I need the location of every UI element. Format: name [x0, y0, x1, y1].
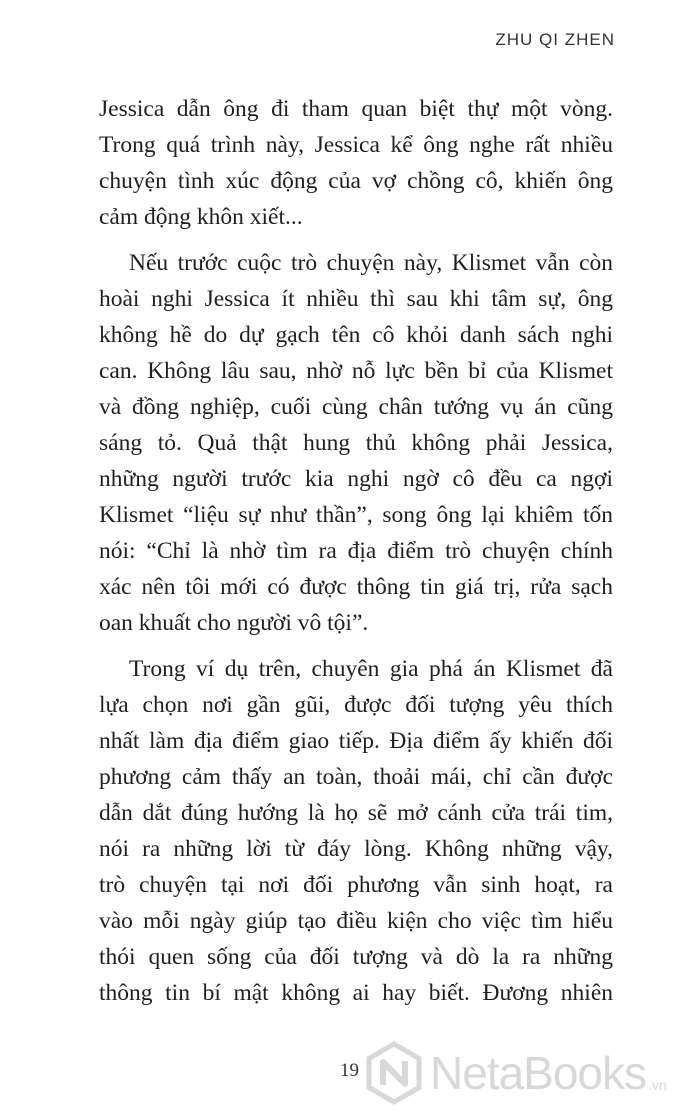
body-text — [99, 91, 613, 1021]
paragraph-3 — [99, 651, 613, 1011]
text-line: thông tin bí mật không ai hay biết. Đương nhiên — [99, 980, 613, 1006]
text-line: nhất làm địa điểm giao tiếp. Địa điểm ấy khiến đối — [99, 728, 613, 754]
text-line: thói quen sống của đối tượng và dò la ra những — [99, 944, 613, 970]
text-line: và đồng nghiệp, cuối cùng chân tướng vụ án cũng — [99, 394, 613, 420]
paragraph-2 — [99, 245, 613, 641]
running-head: ZHU QI ZHEN — [495, 30, 615, 49]
watermark-brand: NetaBooks — [430, 1047, 647, 1099]
text-line: sáng tỏ. Quả thật hung thủ không phải Jessica, — [99, 430, 613, 456]
page-number: 19 — [340, 1060, 359, 1081]
text-line: Trong quá trình này, Jessica kể ông nghe rất nhiều — [99, 132, 613, 158]
text-line: dẫn dắt đúng hướng là họ sẽ mở cánh cửa trái tim, — [99, 800, 613, 826]
text-line: vào mỗi ngày giúp tạo điều kiện cho việc tìm hiểu — [99, 908, 613, 934]
text-line: oan khuất cho người vô tội”. — [99, 610, 369, 636]
text-line: Klismet “liệu sự như thần”, song ông lại khiêm tốn — [99, 502, 613, 528]
text-line: trò chuyện tại nơi đối phương vẫn sinh hoạt, ra — [99, 872, 613, 898]
watermark — [362, 1038, 692, 1108]
text-line: nói ra những lời từ đáy lòng. Không những vậy, — [99, 836, 613, 862]
text-line: những người trước kia nghi ngờ cô đều ca ngợi — [99, 466, 613, 492]
text-line: không hề do dự gạch tên cô khỏi danh sách nghi — [99, 322, 613, 348]
text-line: chuyện tình xúc động của vợ chồng cô, khiến ông — [99, 168, 613, 194]
text-line: Nếu trước cuộc trò chuyện này, Klismet vẫn còn — [129, 250, 613, 276]
text-line: nói: “Chỉ là nhờ tìm ra địa điểm trò chuyện chính — [99, 538, 613, 564]
paragraph-1 — [99, 91, 613, 235]
text-line: lựa chọn nơi gần gũi, được đối tượng yêu thích — [99, 692, 613, 718]
netabooks-logo-icon — [362, 1041, 426, 1105]
text-line: phương cảm thấy an toàn, thoải mái, chỉ cần được — [99, 764, 613, 790]
text-line: Jessica dẫn ông đi tham quan biệt thự một vòng. — [99, 96, 613, 122]
text-line: hoài nghi Jessica ít nhiều thì sau khi tâm sự, ông — [99, 286, 613, 312]
text-line: xác nên tôi mới có được thông tin giá trị, rửa sạch — [99, 574, 613, 600]
text-line: can. Không lâu sau, nhờ nỗ lực bền bỉ của Klismet — [99, 358, 613, 384]
watermark-suffix: .vn — [648, 1077, 667, 1093]
text-line: cảm động khôn xiết... — [99, 204, 303, 230]
text-line: Trong ví dụ trên, chuyên gia phá án Klismet đã — [129, 656, 613, 682]
